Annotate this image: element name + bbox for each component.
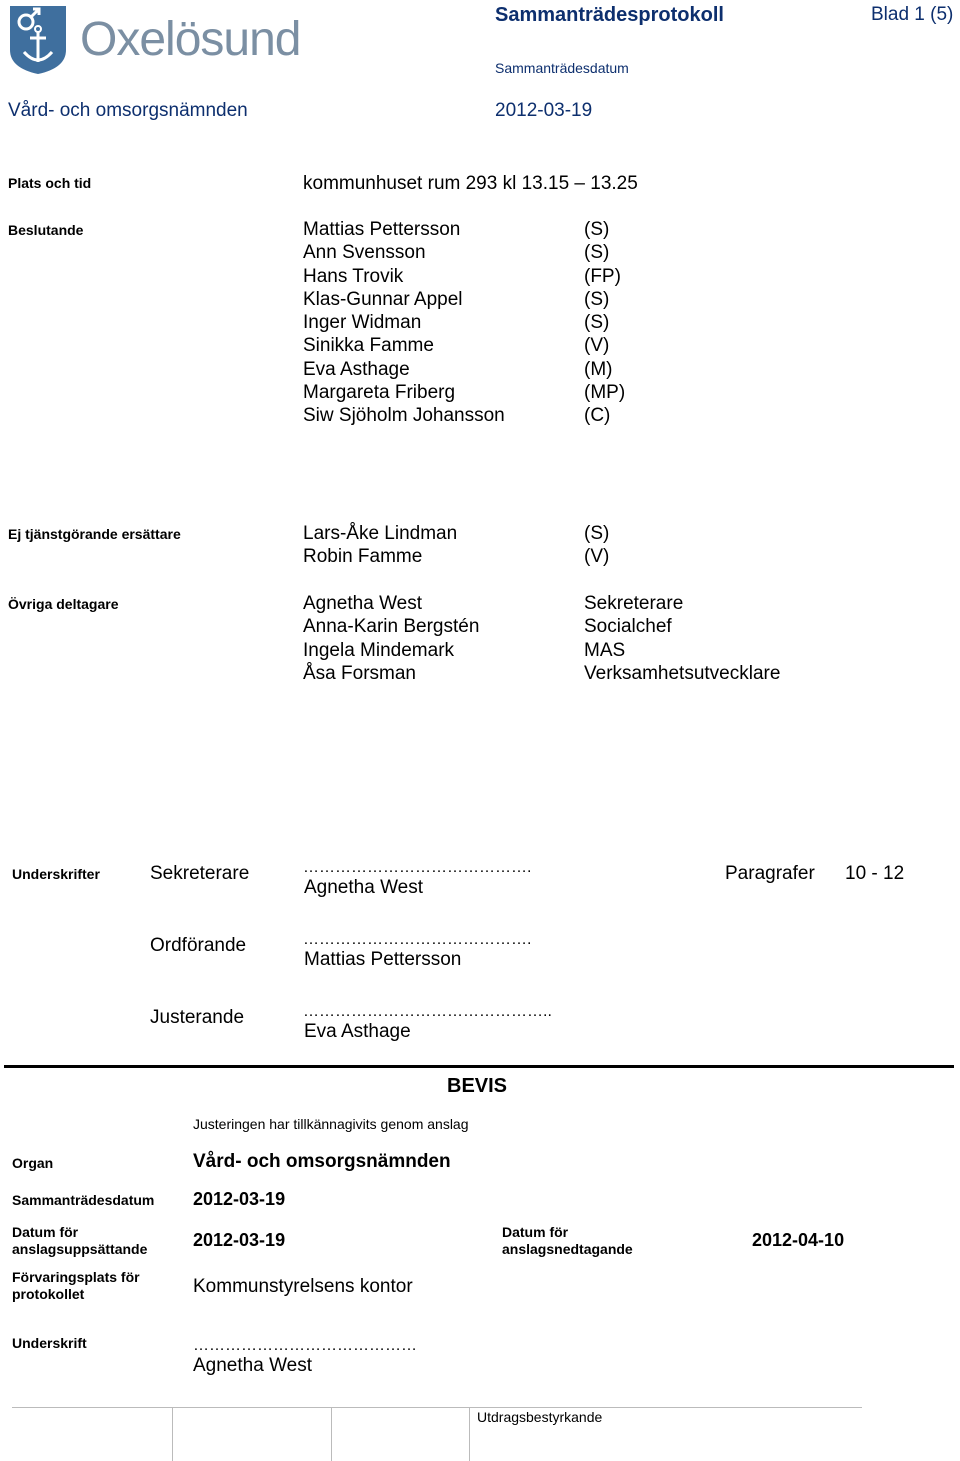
paragraphs-value: 10 - 12 [845, 863, 905, 884]
list-item: Åsa Forsman [303, 662, 416, 684]
role-label: Socialchef [584, 616, 672, 638]
list-item: Inger Widman [303, 312, 422, 334]
extract-certification-label: Utdragsbestyrkande [477, 1409, 603, 1425]
list-item: Klas-Gunnar Appel [303, 288, 463, 310]
removed-date-label [502, 1224, 633, 1258]
party-label: (M) [584, 358, 613, 380]
section-divider [4, 1065, 954, 1068]
adjuster-signature-line: ……………………………………….. [303, 1003, 552, 1020]
committee-name: Vård- och omsorgsnämnden [8, 100, 248, 121]
list-item: Anna-Karin Bergstén [303, 616, 480, 638]
party-label: (MP) [584, 382, 626, 404]
secretary-role: Sekreterare [150, 863, 250, 884]
others-roles [584, 592, 780, 685]
storage-label [12, 1269, 140, 1303]
removed-date-label-line2: anslagsnedtagande [502, 1241, 633, 1257]
deciding-parties [584, 218, 625, 428]
list-item: Hans Trovik [303, 265, 404, 287]
proof-meeting-date-label: Sammanträdesdatum [12, 1192, 155, 1208]
role-label: MAS [584, 639, 626, 661]
list-item: Siw Sjöholm Johansson [303, 405, 505, 427]
proof-title: BEVIS [447, 1075, 508, 1097]
adjuster-role: Justerande [150, 1007, 245, 1028]
party-label: (FP) [584, 265, 621, 287]
party-label: (S) [584, 312, 610, 334]
secretary-signature-line: ……………………………………. [303, 859, 532, 876]
posted-date-label-line2: anslagsuppsättande [12, 1241, 148, 1257]
deciding-names [303, 218, 505, 428]
signature-label: Underskrift [12, 1335, 87, 1351]
list-item: Margareta Friberg [303, 382, 456, 404]
document-type: Sammanträdesprotokoll [495, 4, 724, 26]
chair-name: Mattias Pettersson [304, 949, 462, 970]
footer-divider-2 [331, 1408, 332, 1461]
proof-intro: Justeringen har tillkännagivits genom anslag [193, 1116, 469, 1132]
posted-date-label-line1: Datum för [12, 1224, 79, 1240]
coat-of-arms-icon [8, 4, 68, 76]
posted-date: 2012-03-19 [193, 1230, 286, 1250]
substitutes-parties [584, 522, 609, 569]
place-value: kommunhuset rum 293 kl 13.15 – 13.25 [303, 173, 638, 194]
footer-top-rule [12, 1407, 862, 1408]
others-label: Övriga deltagare [8, 596, 119, 612]
organ-value: Vård- och omsorgsnämnden [193, 1151, 451, 1172]
paragraphs-label: Paragrafer [725, 863, 815, 884]
footer-divider-1 [172, 1408, 173, 1461]
signature-line: …………………………………… [193, 1337, 417, 1354]
party-label: (S) [584, 219, 610, 240]
party-label: (S) [584, 288, 610, 310]
meeting-date: 2012-03-19 [495, 100, 593, 121]
secretary-name: Agnetha West [304, 877, 424, 898]
party-label: (S) [584, 242, 610, 264]
storage-value: Kommunstyrelsens kontor [193, 1276, 413, 1297]
storage-label-line1: Förvaringsplats för [12, 1269, 140, 1285]
proof-meeting-date: 2012-03-19 [193, 1189, 286, 1209]
list-item: Ingela Mindemark [303, 639, 455, 661]
chair-role: Ordförande [150, 935, 247, 956]
substitutes-label: Ej tjänstgörande ersättare [8, 526, 181, 542]
signature-name: Agnetha West [193, 1355, 313, 1376]
posted-date-label [12, 1224, 147, 1258]
municipality-logo [8, 4, 68, 81]
list-item: Ann Svensson [303, 242, 426, 264]
organ-label: Organ [12, 1155, 54, 1171]
signatures-label: Underskrifter [12, 866, 100, 882]
deciding-label: Beslutande [8, 222, 84, 238]
list-item: Robin Famme [303, 546, 423, 568]
others-names [303, 592, 479, 685]
list-item: Mattias Pettersson [303, 219, 461, 240]
role-label: Verksamhetsutvecklare [584, 662, 781, 684]
place-label: Plats och tid [8, 175, 92, 191]
meeting-date-label: Sammanträdesdatum [495, 60, 629, 76]
adjuster-name: Eva Asthage [304, 1021, 411, 1042]
party-label: (V) [584, 546, 610, 568]
list-item: Eva Asthage [303, 358, 410, 380]
storage-label-line2: protokollet [12, 1286, 85, 1302]
party-label: (S) [584, 523, 610, 544]
party-label: (C) [584, 405, 611, 427]
removed-date: 2012-04-10 [752, 1230, 845, 1250]
role-label: Sekreterare [584, 593, 684, 614]
list-item: Sinikka Famme [303, 335, 434, 357]
substitutes-names [303, 522, 457, 569]
chair-signature-line: ……………………………………. [303, 931, 532, 948]
municipality-wordmark: Oxelösund [80, 13, 301, 66]
footer-divider-3 [469, 1408, 470, 1461]
removed-date-label-line1: Datum för [502, 1224, 569, 1240]
list-item: Agnetha West [303, 593, 423, 614]
party-label: (V) [584, 335, 610, 357]
page-number: Blad 1 (5) [871, 4, 954, 25]
list-item: Lars-Åke Lindman [303, 523, 458, 544]
